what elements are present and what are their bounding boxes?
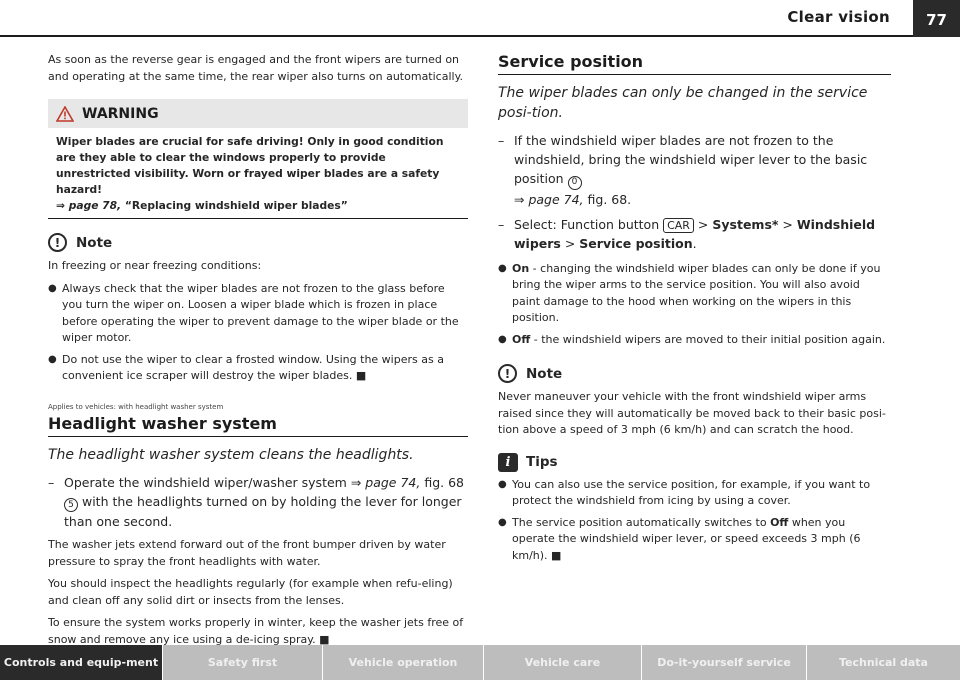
step-dash: – [48,474,55,490]
tips-bullet: ● You can also use the service position, for example, if you want to protect the windshield from icing by using a cover. [498,477,891,510]
note-bullet [48,352,468,385]
callout-0-icon: 0 [568,176,582,190]
exclamation-circle-icon: ! [498,364,517,383]
exclamation-circle-icon: ! [48,233,67,252]
note-title: Note [526,365,563,382]
warning-text: Wiper blades are crucial for safe driving! Only in good condition are they able to clear the windows properly to provide unrestricted visibility. Worn or frayed wiper blades are a safety hazard! [56,135,444,196]
tips-header [498,453,891,472]
warning-ref-arrow: ⇒ [56,199,65,212]
bullet-dot-icon: ● [498,333,507,345]
tab-technical-data[interactable]: Technical data [807,645,960,680]
step-text: If the windshield wiper blades are not frozen to the windshield, bring the windshield wiper lever to the basic position 0 ⇒ page 74, fig. 68. [514,133,868,207]
note-bullet-text: Do not use the wiper to clear a frosted window. Using the wipers as a convenient ice scraper will destroy the wiper blades. ■ [62,352,444,382]
body-paragraph: You should inspect the headlights regularly (for example when refu-eling) and clean off any solid dirt or insects from the lenses. [48,577,453,607]
left-column [48,52,468,654]
bullet-dot-icon: ● [498,516,507,528]
instruction-step [498,131,891,209]
intro-paragraph: As soon as the reverse gear is engaged and the front wipers are turned on and operating at the same time, the rear wiper also turns on automatically. [48,53,464,83]
note-bullet-text: Always check that the wiper blades are not frozen to the glass before you turn the wiper on. Loosen a wiper blade which is frozen in place before operating the wiper to prevent damage to the wiper blade or the wiper motor. [62,281,459,344]
on-bullet: ● On - changing the windshield wiper blades can only be done if you bring the wiper arms to the service position. You will also avoid paint damage to the hood when working on the wipers in this position. [498,261,891,327]
callout-5-icon: 5 [64,498,78,512]
step-text: Select: Function button CAR > Systems* > Windshield wipers > Service position. [514,216,876,251]
tips-title: Tips [526,454,558,470]
applies-to-label: Applies to vehicles: with headlight washer system [48,402,224,411]
warning-ref-page[interactable]: page 78, [68,199,122,212]
note-bullet [48,281,468,347]
section-title-headlight-washer: Headlight washer system [48,414,468,437]
page-ref-link[interactable]: ⇒ page 74, [514,191,584,207]
section-lead: The headlight washer system cleans the headlights. [48,446,414,463]
warning-ref-text: “Replacing windshield wiper blades” [121,199,348,212]
warning-header [48,99,468,128]
warning-box [48,99,468,219]
step-dash: – [498,216,505,232]
step-text: Operate the windshield wiper/washer system ⇒ page 74, fig. 68 5 with the headlights turned on by holding the lever for longer than one second. [64,474,464,529]
tab-safety-first[interactable]: Safety first [163,645,323,680]
note-body: Never maneuver your vehicle with the front windshield wiper arms raised since they will automatically be moved back to their basic posi-tion above a speed of 3 mph (6 km/h) and can scratch the hood. [498,390,886,436]
car-key-label: CAR [663,218,694,233]
bullet-dot-icon: ● [48,353,57,365]
bullet-dot-icon: ● [48,282,57,294]
instruction-step [48,473,468,532]
warning-body [48,128,468,218]
bullet-dot-icon: ● [498,478,507,490]
bullet-dot-icon: ● [498,262,507,274]
note-header [498,364,891,383]
warning-triangle-icon [56,106,74,122]
body-paragraph: The washer jets extend forward out of the front bumper driven by water pressure to spray the front headlights with water. [48,538,446,568]
right-column [498,52,891,569]
step-dash: – [498,133,505,148]
info-icon: i [498,453,518,472]
warning-title: WARNING [82,105,159,122]
instruction-step [498,215,891,253]
note-header [48,233,468,252]
tips-bullet: ● The service position automatically switches to Off when you operate the windshield wiper lever, or speed exceeds 3 mph (6 km/h). ■ [498,515,891,565]
body-paragraph: To ensure the system works properly in winter, keep the washer jets free of snow and remove any ice using a de-icing spray. ■ [48,616,464,646]
tab-controls-and-equipment[interactable]: Controls and equip-ment [0,645,163,680]
tab-vehicle-care[interactable]: Vehicle care [484,645,642,680]
section-lead: The wiper blades can only be changed in the service posi-tion. [498,85,868,121]
section-title-service-position: Service position [498,52,891,75]
chapter-title: Clear vision [787,8,890,26]
note-title: Note [76,234,113,251]
tab-vehicle-operation[interactable]: Vehicle operation [323,645,484,680]
footer-nav [0,645,960,680]
page-ref-link[interactable]: ⇒ page 74, [350,474,421,490]
header-rule [0,35,913,37]
page-number: 77 [913,0,960,37]
note-intro: In freezing or near freezing conditions: [48,259,262,272]
tab-do-it-yourself-service[interactable]: Do-it-yourself service [642,645,807,680]
off-bullet: ● Off - the windshield wipers are moved to their initial position again. [498,332,891,349]
